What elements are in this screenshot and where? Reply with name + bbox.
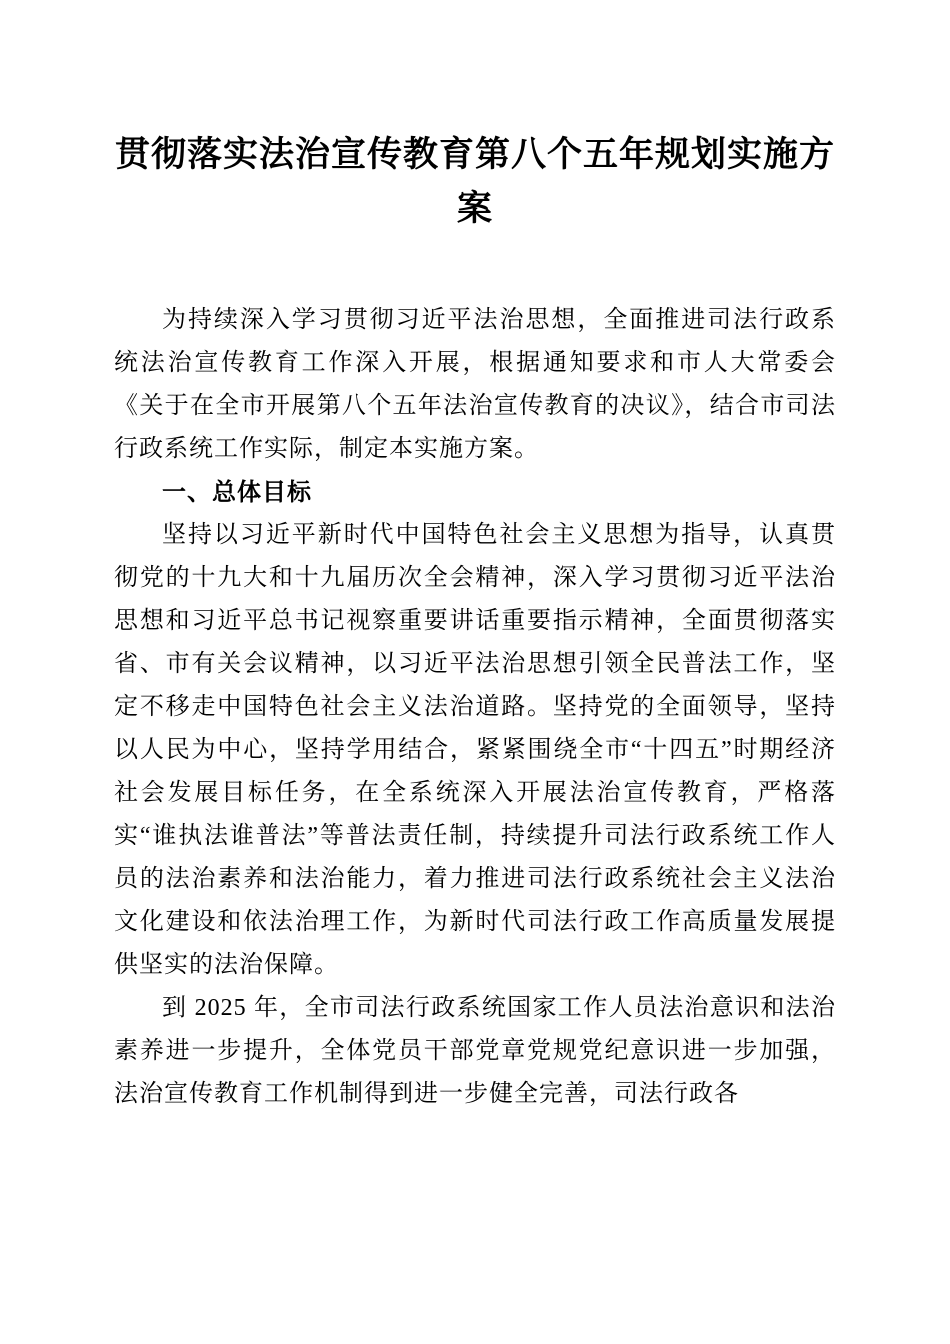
page-title: 贯彻落实法治宣传教育第八个五年规划实施方案 <box>114 135 835 229</box>
body-paragraph-2025-targets: 到 2025 年，全市司法行政系统国家工作人员法治意识和法治素养进一步提升，全体党员干部党章党规党纪意识进一步加强，法治宣传教育工作机制得到进一步健全完善，司法行政各 <box>114 994 836 1107</box>
intro-paragraph: 为持续深入学习贯彻习近平法治思想，全面推进司法行政系统法治宣传教育工作深入开展，根据通知要求和市人大常委会《关于在全市开展第八个五年法治宣传教育的决议》，结合市司法行政系统工作实际，制定本实施方案。 <box>114 306 836 462</box>
section-heading-overall-goals: 一、总体目标 <box>162 478 312 506</box>
body-paragraph-guiding-principles: 坚持以习近平新时代中国特色社会主义思想为指导，认真贯彻党的十九大和十九届历次全会精神，深入学习贯彻习近平法治思想和习近平总书记视察重要讲话重要指示精神，全面贯彻落实省、市有关会议精神，以习近平法治思想引领全民普法工作，坚定不移走中国特色社会主义法治道路。坚持党的全面领导，坚持以人民为中心，坚持学用结合，紧紧围绕全市“十四五”时期经济社会发展目标任务，在全系统深入开展法治宣传教育，严格落实“谁执法谁普法”等普法责任制，持续提升司法行政系统工作人员的法治素养和法治能力，着力推进司法行政系统社会主义法治文化建设和依法治理工作，为新时代司法行政工作高质量发展提供坚实的法治保障。 <box>114 521 836 978</box>
